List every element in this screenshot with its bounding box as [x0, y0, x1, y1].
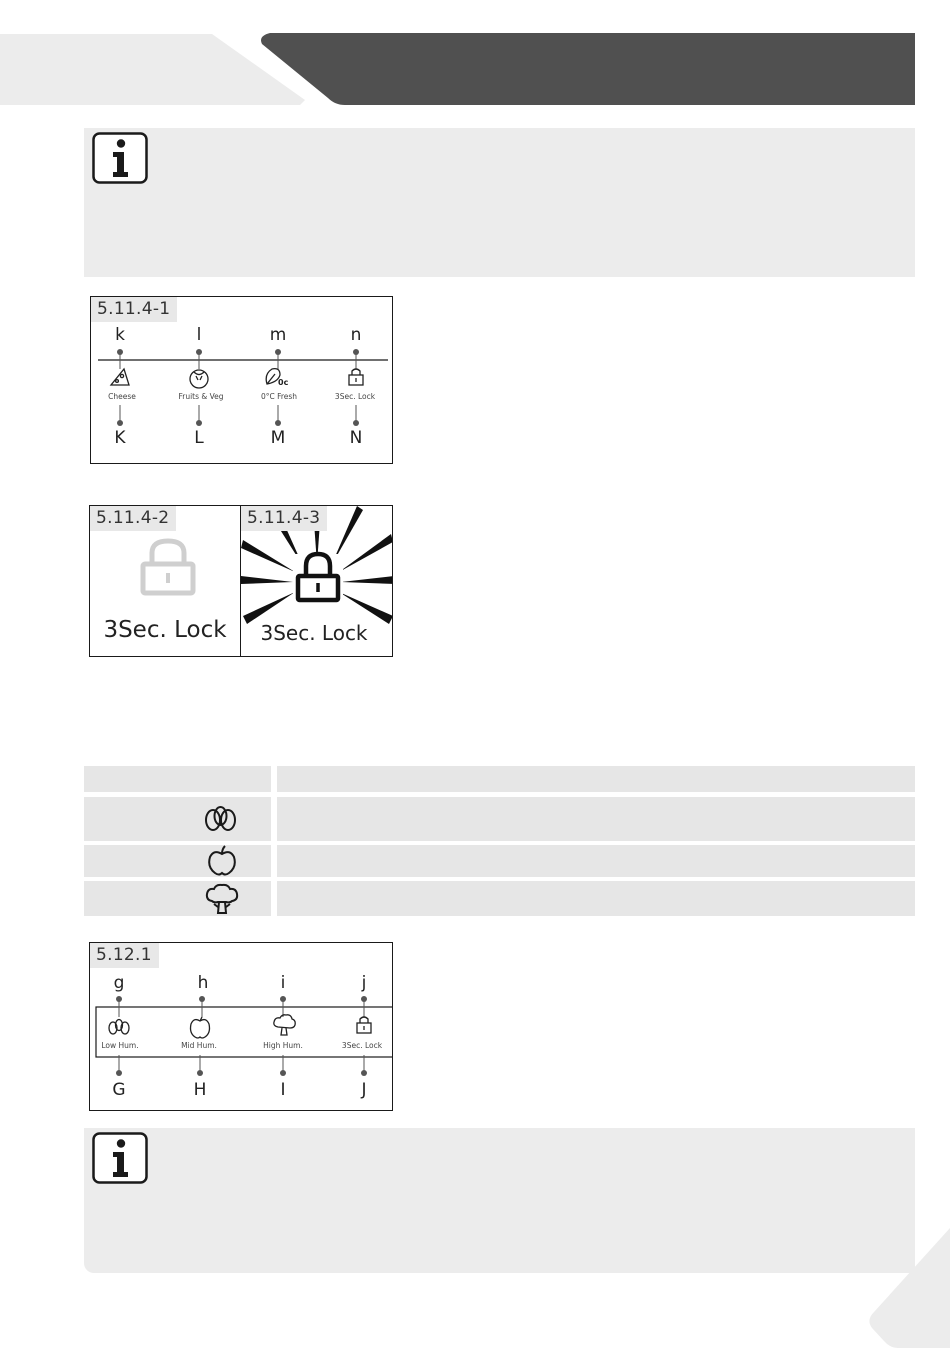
figure-lines	[90, 943, 393, 1111]
page-corner-tab	[860, 1228, 950, 1348]
icon-caption: Cheese	[108, 392, 136, 401]
bottom-letter: G	[112, 1080, 126, 1100]
figure-tag: 5.11.4-3	[241, 506, 327, 531]
top-letter: j	[361, 973, 367, 993]
info-icon	[92, 1132, 148, 1184]
bottom-letter: K	[114, 428, 126, 448]
broccoli-icon	[274, 1015, 295, 1035]
icon-caption: 3Sec. Lock	[341, 1041, 383, 1050]
top-letter: m	[269, 325, 287, 345]
cheese-icon	[111, 369, 129, 385]
lock-icon	[357, 1017, 371, 1033]
eggs-icon	[202, 804, 240, 834]
figure-tag: 5.11.4-2	[90, 506, 176, 531]
table-cell	[84, 845, 271, 877]
table-header-row	[84, 766, 915, 792]
header-light-tab	[0, 34, 305, 105]
bottom-letter: L	[194, 428, 204, 448]
icon-caption: Mid Hum.	[181, 1041, 217, 1050]
bottom-letter: H	[193, 1080, 207, 1100]
top-letter: h	[197, 973, 209, 993]
icon-caption: 0°C Fresh	[260, 392, 298, 401]
lock-caption: 3Sec. Lock	[103, 617, 227, 643]
table-cell	[84, 881, 271, 916]
info-note-box	[84, 1128, 915, 1273]
bottom-letter: I	[280, 1080, 286, 1100]
icon-caption: High Hum.	[263, 1041, 303, 1050]
top-letter: n	[350, 325, 362, 345]
table-cell	[277, 881, 915, 916]
figure-tag: 5.12.1	[90, 943, 159, 968]
svg-text:0c: 0c	[278, 378, 289, 387]
info-icon	[92, 132, 148, 184]
table-cell	[277, 797, 915, 841]
icon-caption: Low Hum.	[101, 1041, 139, 1050]
lock-icon	[349, 369, 363, 385]
lock-icon	[138, 538, 198, 596]
apple-icon	[191, 1017, 210, 1038]
table-row	[84, 845, 915, 877]
figure-panel-5-11-4-1	[90, 296, 393, 464]
top-letter: i	[280, 973, 286, 993]
top-letter: k	[115, 325, 125, 345]
fruit-icon	[190, 370, 208, 388]
fresh-zero-icon	[266, 369, 288, 387]
eggs-icon	[109, 1020, 129, 1035]
table-row	[84, 881, 915, 916]
bottom-letter: N	[349, 428, 363, 448]
figure-panel-5-11-4-2	[89, 505, 242, 657]
table-cell	[84, 797, 271, 841]
bottom-letter: J	[361, 1080, 367, 1100]
table-cell	[277, 766, 915, 792]
page-header-banner	[0, 0, 950, 120]
table-cell	[277, 845, 915, 877]
table-cell	[84, 766, 271, 792]
icon-caption: 3Sec. Lock	[334, 392, 376, 401]
figure-lines	[91, 297, 393, 464]
icon-caption: Fruits & Veg	[178, 392, 224, 401]
header-dark-bar	[261, 33, 915, 105]
broccoli-icon	[204, 883, 240, 915]
bottom-letter: M	[270, 428, 286, 448]
figure-tag: 5.11.4-1	[91, 297, 177, 322]
info-note-box	[84, 128, 915, 277]
top-letter: g	[113, 973, 125, 993]
lock-caption: 3Sec. Lock	[260, 621, 368, 645]
top-letter: l	[196, 325, 202, 345]
figure-panel-5-11-4-3	[240, 505, 393, 657]
apple-icon	[206, 845, 238, 877]
figure-panel-5-12-1	[89, 942, 393, 1111]
table-row	[84, 797, 915, 841]
